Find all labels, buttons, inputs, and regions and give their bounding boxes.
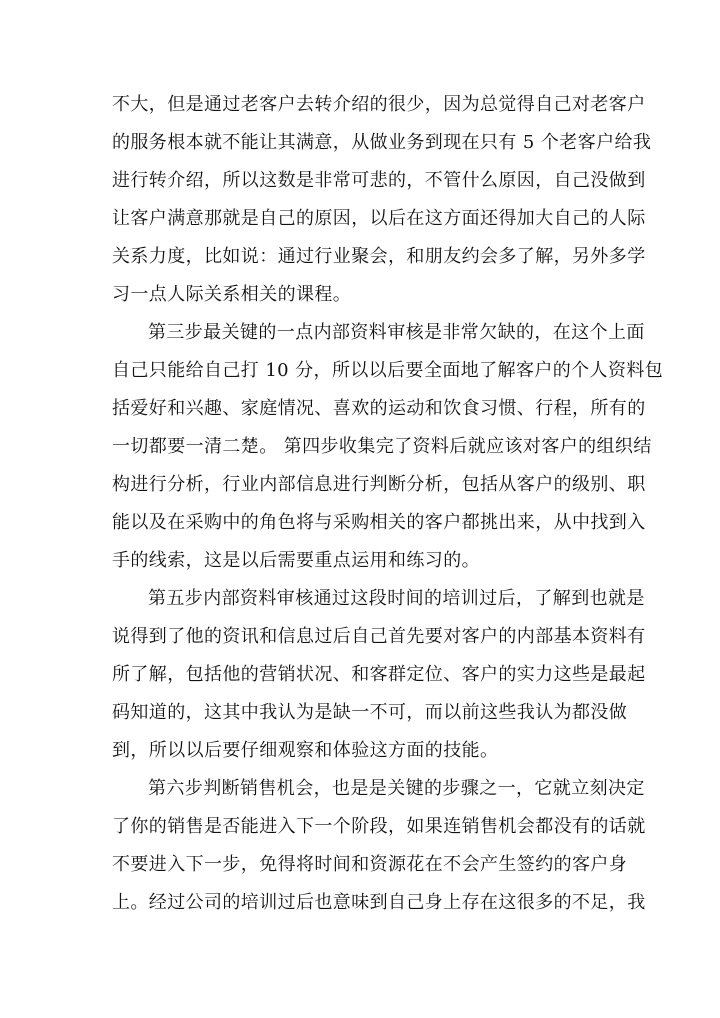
text-line: 习一点人际关系相关的课程。 [112, 284, 352, 305]
text-line: 手的线索，这是以后需要重点运用和练习的。 [112, 550, 480, 571]
text-line: 不大，但是通过老客户去转介绍的很少，因为总觉得自己对老客户 [112, 94, 646, 115]
text-line: 不要进入下一步，免得将时间和资源花在不会产生签约的客户身 [112, 854, 628, 875]
text-line: 说得到了他的资讯和信息过后自己首先要对客户的内部基本资料有 [112, 626, 646, 647]
text-line: 第五步内部资料审核通过这段时间的培训过后，了解到也就是 [148, 588, 645, 609]
text-line: 括爱好和兴趣、家庭情况、喜欢的运动和饮食习惯、行程，所有的 [112, 398, 646, 419]
text-line: 关系力度，比如说：通过行业聚会，和朋友约会多了解，另外多学 [112, 246, 646, 267]
text-line: 自己只能给自己打 10 分，所以以后要全面地了解客户的个人资料包 [112, 360, 664, 381]
text-line: 进行转介绍，所以这数是非常可悲的，不管什么原因，自己没做到 [112, 170, 646, 191]
text-line: 所了解，包括他的营销状况、和客群定位、客户的实力这些是最起 [112, 664, 646, 685]
text-line: 能以及在采购中的角色将与采购相关的客户都挑出来，从中找到入 [112, 512, 646, 533]
paragraph [112, 580, 646, 770]
text-line: 构进行分析，行业内部信息进行判断分析，包括从客户的级别、职 [112, 474, 646, 495]
paragraph [112, 770, 646, 922]
text-line: 让客户满意那就是自己的原因，以后在这方面还得加大自己的人际 [112, 208, 646, 229]
text-line: 一切都要一清二楚。 第四步收集完了资料后就应该对客户的组织结 [112, 436, 652, 457]
document-body [112, 86, 664, 922]
paragraph [112, 86, 652, 314]
paragraph [112, 314, 664, 580]
text-line: 了你的销售是否能进入下一个阶段，如果连销售机会都没有的话就 [112, 816, 646, 837]
text-line: 码知道的，这其中我认为是缺一不可，而以前这些我认为都没做 [112, 702, 628, 723]
text-line: 第六步判断销售机会，也是是关键的步骤之一，它就立刻决定 [148, 778, 645, 799]
text-line: 上。经过公司的培训过后也意味到自己身上存在这很多的不足，我 [112, 892, 646, 913]
text-line: 第三步最关键的一点内部资料审核是非常欠缺的，在这个上面 [148, 322, 645, 343]
text-line: 的服务根本就不能让其满意，从做业务到现在只有 5 个老客户给我 [112, 132, 652, 153]
text-line: 到，所以以后要仔细观察和体验这方面的技能。 [112, 740, 499, 761]
